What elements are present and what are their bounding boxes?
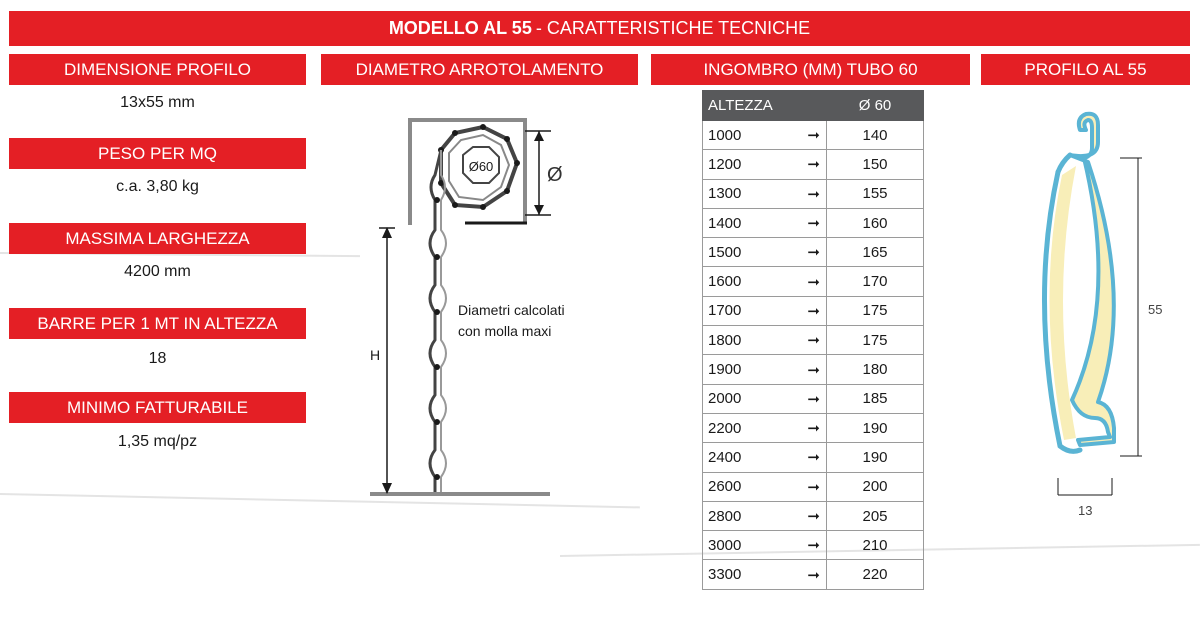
- diagram-note-line2: con molla maxi: [458, 323, 552, 339]
- altezza-cell: [703, 150, 827, 179]
- altezza-value: 1000: [708, 126, 742, 144]
- altezza-cell: [703, 121, 827, 150]
- diameter-value: 170: [827, 267, 924, 296]
- tube-diameter-label: Ø60: [468, 159, 494, 174]
- arrow-right-icon: ➞: [807, 273, 820, 291]
- profile-width-label: 13: [1078, 503, 1093, 518]
- arrow-right-icon: ➞: [807, 361, 820, 379]
- diameter-value: 165: [827, 238, 924, 267]
- table-row: [703, 179, 924, 208]
- altezza-value: 2400: [708, 448, 742, 466]
- altezza-value: 1500: [708, 243, 742, 261]
- table-row: [703, 150, 924, 179]
- spec-label-min-billable: MINIMO FATTURABILE: [9, 392, 306, 423]
- altezza-cell: [703, 384, 827, 413]
- arrow-right-icon: ➞: [807, 420, 820, 438]
- spec-value-dimension: 13x55 mm: [120, 94, 195, 111]
- spec-value-min-billable: 1,35 mq/pz: [117, 433, 198, 450]
- spec-label-bars-per-meter: BARRE PER 1 MT IN ALTEZZA: [9, 308, 306, 339]
- altezza-cell: [703, 238, 827, 267]
- diameter-value: 210: [827, 531, 924, 560]
- table-row: [703, 121, 924, 150]
- altezza-value: 2200: [708, 419, 742, 437]
- spec-label-max-width: MASSIMA LARGHEZZA: [9, 223, 306, 254]
- altezza-value: 3300: [708, 566, 742, 584]
- table-row: [703, 238, 924, 267]
- table-row: [703, 208, 924, 237]
- table-row: [703, 355, 924, 384]
- table-row: [703, 472, 924, 501]
- spec-label-dimension: DIMENSIONE PROFILO: [9, 54, 306, 85]
- table-row: [703, 501, 924, 530]
- altezza-value: 1800: [708, 331, 742, 349]
- arrow-right-icon: ➞: [807, 390, 820, 408]
- header-profile: PROFILO AL 55: [981, 54, 1190, 85]
- arrow-right-icon: ➞: [807, 185, 820, 203]
- spec-value-weight: c.a. 3,80 kg: [116, 178, 199, 195]
- altezza-value: 1400: [708, 214, 742, 232]
- arrow-right-icon: ➞: [807, 566, 820, 584]
- diameter-value: 190: [827, 443, 924, 472]
- diagram-note-line1: Diametri calcolati: [458, 302, 565, 318]
- altezza-value: 2600: [708, 478, 742, 496]
- diameter-value: 180: [827, 355, 924, 384]
- title-banner: [9, 11, 1190, 46]
- diameter-value: 205: [827, 501, 924, 530]
- altezza-cell: [703, 267, 827, 296]
- table-row: [703, 531, 924, 560]
- spec-label-weight: PESO PER MQ: [9, 138, 306, 169]
- altezza-value: 1600: [708, 273, 742, 291]
- altezza-value: 3000: [708, 536, 742, 554]
- altezza-cell: [703, 472, 827, 501]
- diameter-value: 220: [827, 560, 924, 589]
- diameter-value: 155: [827, 179, 924, 208]
- arrow-right-icon: ➞: [807, 478, 820, 496]
- spec-value-max-width: 4200 mm: [124, 263, 191, 280]
- diameter-value: 175: [827, 326, 924, 355]
- table-row: [703, 443, 924, 472]
- altezza-cell: [703, 560, 827, 589]
- height-label: H: [370, 347, 381, 363]
- diameter-value: 150: [827, 150, 924, 179]
- diameter-value: 175: [827, 296, 924, 325]
- diameter-value: 190: [827, 413, 924, 442]
- altezza-cell: [703, 326, 827, 355]
- diameter-value: 200: [827, 472, 924, 501]
- table-row: [703, 560, 924, 589]
- arrow-right-icon: ➞: [807, 332, 820, 350]
- arrow-right-icon: ➞: [807, 127, 820, 145]
- altezza-cell: [703, 355, 827, 384]
- arrow-right-icon: ➞: [807, 537, 820, 555]
- title-subtitle: - CARATTERISTICHE TECNICHE: [535, 18, 811, 38]
- table-row: [703, 384, 924, 413]
- altezza-value: 2800: [708, 507, 742, 525]
- altezza-value: 2000: [708, 390, 742, 408]
- arrow-right-icon: ➞: [807, 244, 820, 262]
- altezza-cell: [703, 296, 827, 325]
- arrow-right-icon: ➞: [807, 508, 820, 525]
- table-row: [703, 326, 924, 355]
- altezza-cell: [703, 531, 827, 560]
- altezza-cell: [703, 443, 827, 472]
- roll-diagram: [355, 105, 605, 505]
- column-header-diameter: Ø 60: [827, 91, 924, 121]
- title-bold: MODELLO AL 55: [388, 18, 532, 38]
- profile-drawing: [1010, 100, 1190, 520]
- altezza-cell: [703, 179, 827, 208]
- column-header-altezza: ALTEZZA: [703, 91, 827, 121]
- altezza-value: 1700: [708, 302, 742, 320]
- diameter-symbol: Ø: [547, 164, 563, 186]
- altezza-cell: [703, 413, 827, 442]
- diameter-value: 160: [827, 208, 924, 237]
- header-diameter: DIAMETRO ARROTOLAMENTO: [321, 54, 638, 85]
- table-row: [703, 267, 924, 296]
- arrow-right-icon: ➞: [807, 215, 820, 233]
- spec-value-bars-per-meter: 18: [148, 350, 167, 367]
- table-header-row: [703, 91, 924, 121]
- altezza-value: 1200: [708, 155, 742, 173]
- altezza-value: 1300: [708, 185, 742, 203]
- altezza-cell: [703, 501, 827, 530]
- arrow-right-icon: ➞: [807, 156, 820, 174]
- arrow-right-icon: ➞: [807, 302, 820, 320]
- table-row: [703, 296, 924, 325]
- profile-height-label: 55: [1148, 302, 1163, 317]
- altezza-cell: [703, 208, 827, 237]
- ingombro-table: [702, 90, 924, 590]
- header-ingombro: INGOMBRO (MM) TUBO 60: [651, 54, 970, 85]
- arrow-right-icon: ➞: [807, 449, 820, 467]
- altezza-value: 1900: [708, 361, 742, 379]
- diameter-value: 185: [827, 384, 924, 413]
- diameter-value: 140: [827, 121, 924, 150]
- table-row: [703, 413, 924, 442]
